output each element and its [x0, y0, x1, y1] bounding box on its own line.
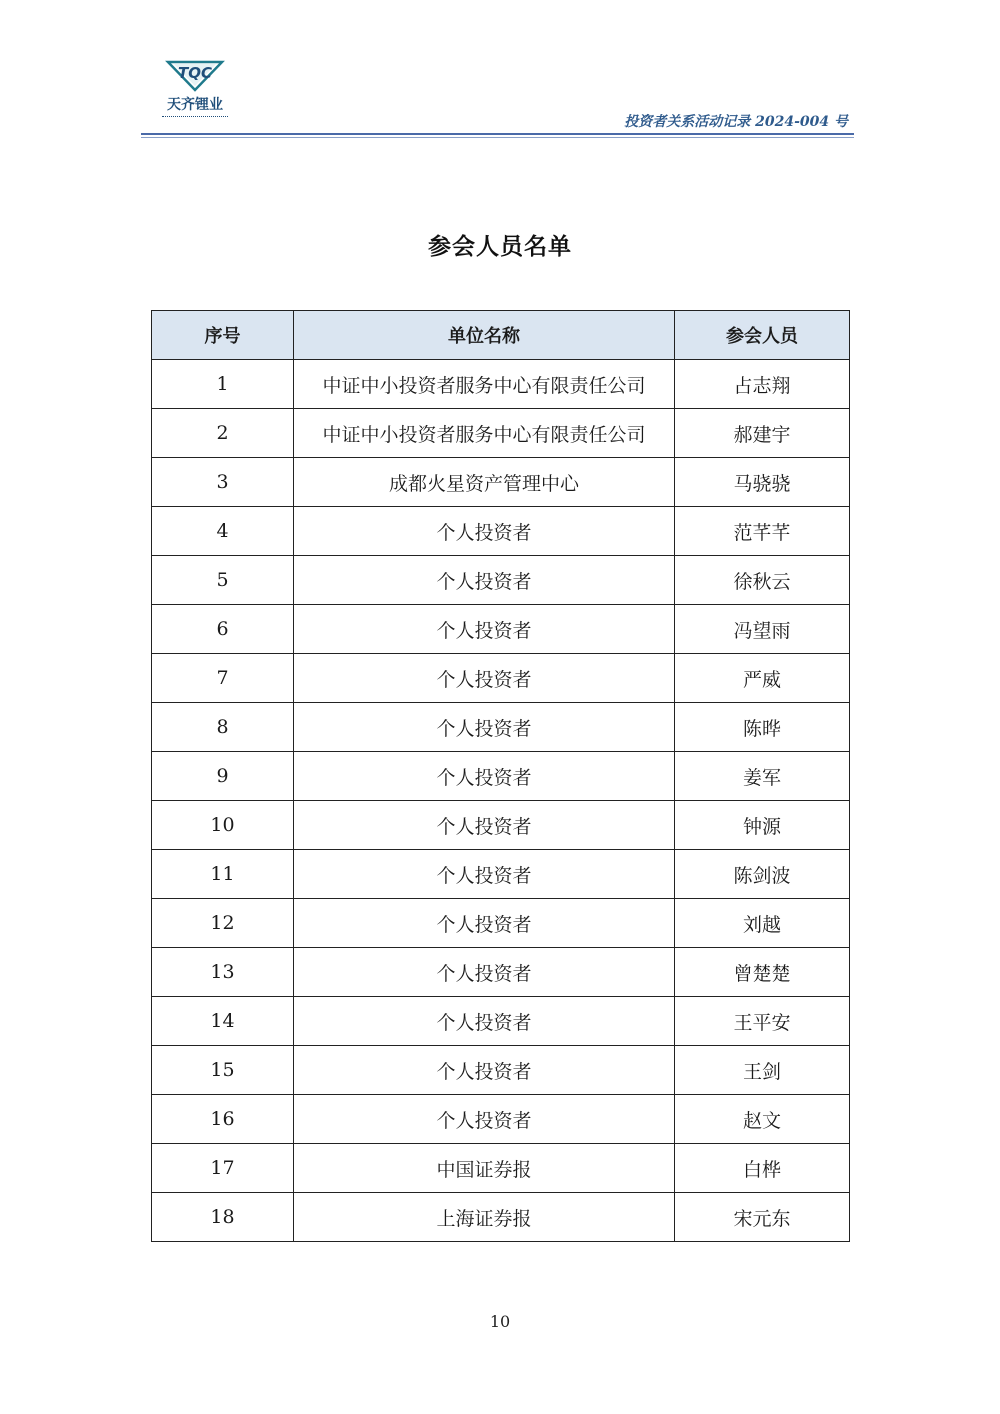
row-attendee: 钟源 [675, 801, 850, 850]
row-number: 9 [152, 752, 294, 801]
row-organization: 个人投资者 [294, 556, 675, 605]
row-organization: 个人投资者 [294, 703, 675, 752]
row-organization: 中证中小投资者服务中心有限责任公司 [294, 409, 675, 458]
table-row [152, 556, 850, 605]
table-row [152, 1046, 850, 1095]
row-organization: 中国证券报 [294, 1144, 675, 1193]
table-row [152, 1144, 850, 1193]
row-organization: 个人投资者 [294, 1095, 675, 1144]
page-title: 参会人员名单 [428, 234, 572, 260]
header-divider-thin [141, 137, 854, 138]
column-header-attendee: 参会人员 [675, 311, 850, 360]
row-organization: 中证中小投资者服务中心有限责任公司 [294, 360, 675, 409]
row-number: 5 [152, 556, 294, 605]
row-attendee: 陈晔 [675, 703, 850, 752]
row-number: 6 [152, 605, 294, 654]
table-row [152, 605, 850, 654]
row-number: 10 [152, 801, 294, 850]
table-row [152, 997, 850, 1046]
row-organization: 个人投资者 [294, 605, 675, 654]
company-name: 天齐锂业 [167, 97, 223, 113]
row-organization: 个人投资者 [294, 752, 675, 801]
row-number: 16 [152, 1095, 294, 1144]
table-row [152, 458, 850, 507]
row-attendee: 冯望雨 [675, 605, 850, 654]
row-attendee: 占志翔 [675, 360, 850, 409]
row-number: 2 [152, 409, 294, 458]
row-organization: 个人投资者 [294, 654, 675, 703]
column-header-number: 序号 [152, 311, 294, 360]
row-organization: 个人投资者 [294, 801, 675, 850]
row-attendee: 陈剑波 [675, 850, 850, 899]
row-attendee: 宋元东 [675, 1193, 850, 1242]
row-organization: 个人投资者 [294, 1046, 675, 1095]
header-divider [141, 133, 854, 135]
row-attendee: 姜军 [675, 752, 850, 801]
row-organization: 个人投资者 [294, 850, 675, 899]
table-row [152, 850, 850, 899]
row-number: 17 [152, 1144, 294, 1193]
logo-tagline-rule [162, 116, 228, 119]
document-label: 投资者关系活动记录 2024-004 号 [624, 114, 848, 130]
table-row [152, 752, 850, 801]
table-row [152, 703, 850, 752]
row-number: 7 [152, 654, 294, 703]
row-organization: 上海证券报 [294, 1193, 675, 1242]
row-number: 11 [152, 850, 294, 899]
row-attendee: 刘越 [675, 899, 850, 948]
row-attendee: 曾楚楚 [675, 948, 850, 997]
table-header-row [152, 311, 850, 360]
table-row [152, 360, 850, 409]
page-number: 10 [489, 1312, 511, 1331]
row-attendee: 徐秋云 [675, 556, 850, 605]
row-organization: 成都火星资产管理中心 [294, 458, 675, 507]
row-organization: 个人投资者 [294, 997, 675, 1046]
svg-text:TQC: TQC [178, 64, 212, 82]
column-header-organization: 单位名称 [294, 311, 675, 360]
row-number: 14 [152, 997, 294, 1046]
attendee-table [151, 310, 850, 1242]
table-row [152, 801, 850, 850]
table-row [152, 899, 850, 948]
row-number: 3 [152, 458, 294, 507]
row-number: 18 [152, 1193, 294, 1242]
table-row [152, 1193, 850, 1242]
table-body [152, 360, 850, 1242]
row-attendee: 马骁骁 [675, 458, 850, 507]
row-number: 4 [152, 507, 294, 556]
row-attendee: 郝建宇 [675, 409, 850, 458]
table-row [152, 948, 850, 997]
row-organization: 个人投资者 [294, 948, 675, 997]
table-row [152, 1095, 850, 1144]
row-organization: 个人投资者 [294, 507, 675, 556]
row-attendee: 赵文 [675, 1095, 850, 1144]
row-organization: 个人投资者 [294, 899, 675, 948]
row-attendee: 王剑 [675, 1046, 850, 1095]
row-number: 1 [152, 360, 294, 409]
row-number: 15 [152, 1046, 294, 1095]
table-row [152, 507, 850, 556]
company-logo [160, 56, 230, 128]
row-attendee: 严威 [675, 654, 850, 703]
row-number: 12 [152, 899, 294, 948]
row-attendee: 王平安 [675, 997, 850, 1046]
row-attendee: 白桦 [675, 1144, 850, 1193]
row-number: 8 [152, 703, 294, 752]
tqc-logo-icon [160, 56, 230, 96]
row-number: 13 [152, 948, 294, 997]
table-row [152, 654, 850, 703]
table-row [152, 409, 850, 458]
row-attendee: 范芊芊 [675, 507, 850, 556]
